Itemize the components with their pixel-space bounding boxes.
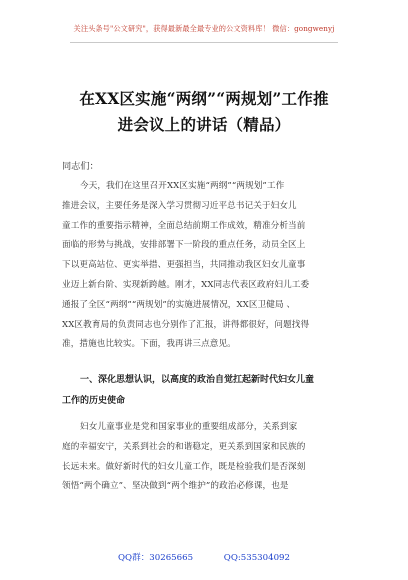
paragraph-2 xyxy=(62,418,362,497)
paragraph-line: 推进会议，主要任务是深入学习贯彻习近平总书记关于妇女儿 xyxy=(62,200,297,211)
salutation: 同志们： xyxy=(62,161,99,172)
paragraph-line: 庭的幸福安宁，关系到社会的和谐稳定，更关系到国家和民族的 xyxy=(62,441,306,452)
heading-line: 一、深化思想认识，以高度的政治自觉扛起新时代妇女儿童 xyxy=(80,375,315,385)
paragraph-line: 业迈上新台阶、实现新跨越。刚才，XX同志代表区政府妇儿工委 xyxy=(62,279,310,290)
heading-line: 工作的历史使命 xyxy=(62,396,126,406)
document-title xyxy=(40,86,368,138)
title-line-1: 在XX区实施“两纲”“两规划”工作推 xyxy=(79,89,329,108)
header-notice-text: 关注头条号"公文研究"，获得最新最全最专业的公文资料库！ 微信：gongwenyj xyxy=(73,24,335,33)
paragraph-line: 今天，我们在这里召开XX区实施“两纲”“两规划”工作 xyxy=(80,181,285,191)
footer-qq: QQ:535304092 xyxy=(223,553,290,563)
paragraph-line: 面临的形势与挑战，安排部署下一阶段的重点任务，动员全区上 xyxy=(62,240,306,251)
paragraph-line: 妇女儿童事业是党和国家事业的重要组成部分，关系到家 xyxy=(80,422,298,432)
section-heading-1 xyxy=(62,370,362,412)
paragraph-line: XX区教育局的负责同志也分别作了汇报，讲得都很好，问题找得 xyxy=(62,319,310,330)
paragraph-line: 通报了全区“两纲”“两规划”的实施进展情况，XX区卫健局 、 xyxy=(62,299,296,310)
header-divider xyxy=(70,42,338,43)
paragraph-line: 长远未来。做好新时代的妇女儿童工作，既是检验我们是否深刻 xyxy=(62,461,306,472)
paragraph-line: 准，措施也比较实。下面，我再讲三点意见。 xyxy=(62,339,236,350)
footer xyxy=(0,551,408,563)
paragraph-line: 下以更高站位、更实举措、更强担当，共同推动我区妇女儿童事 xyxy=(62,260,306,271)
footer-qq-group: QQ群：30265665 xyxy=(118,553,194,563)
paragraph-1 xyxy=(62,177,362,355)
header-notice xyxy=(0,24,408,34)
title-line-2: 进会议上的讲话（精品） xyxy=(117,115,291,134)
paragraph-line: 领悟“两个确立”、坚决做到“两个维护”的政治必修课，也是 xyxy=(62,481,289,492)
paragraph-line: 童工作的重要指示精神，全面总结前期工作成效，精准分析当前 xyxy=(62,220,306,231)
